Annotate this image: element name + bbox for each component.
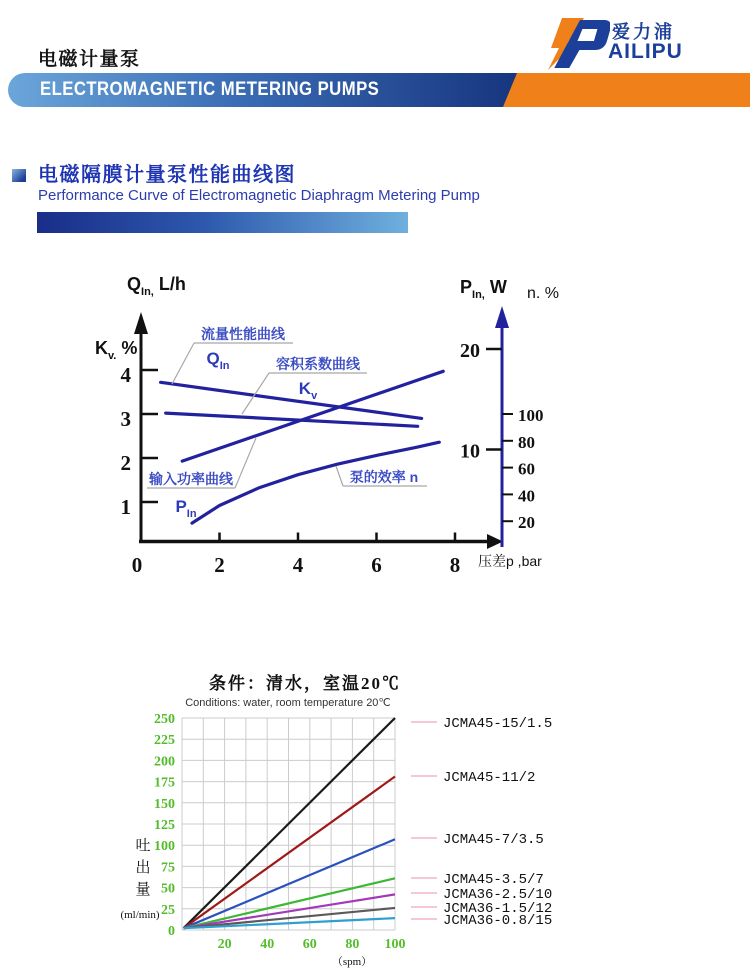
flow-axis-label: $Q_{In,}$ L/h — [127, 274, 186, 298]
x-tick-label: 2 — [214, 553, 225, 577]
p-tick-label: 10 — [460, 440, 480, 463]
curve-symbol-0: $Q_{In}$ — [206, 349, 230, 372]
section-title: 电磁隔膜计量泵性能曲线图 — [38, 164, 296, 186]
curve-0 — [161, 382, 422, 418]
x-tick-label: 60 — [302, 937, 317, 952]
logo-latin-text: AILIPU — [608, 40, 683, 63]
legend-label-5: JCMA36-1.5/12 — [443, 901, 553, 917]
curve-label-2: 输入功率曲线 — [149, 471, 233, 487]
page-title: 电磁计量泵 — [38, 49, 141, 70]
y-tick-label: 250 — [154, 712, 175, 727]
callout-leader — [336, 466, 343, 486]
legend-label-2: JCMA45-7/3.5 — [443, 832, 544, 848]
legend-label-6: JCMA36-0.8/15 — [443, 913, 553, 929]
efficiency-axis-label: n. % — [527, 285, 560, 302]
y-tick-label: 3 — [120, 407, 131, 431]
p-tick-label: 20 — [460, 340, 480, 362]
n-tick-label: 20 — [518, 513, 535, 533]
y-axis-title: 量 — [135, 882, 151, 898]
y-axis-unit: (ml/min) — [120, 909, 160, 921]
conditions-title: 条件：清水，室温20℃ — [209, 674, 401, 693]
gradient-divider — [37, 212, 408, 233]
logo-chinese-text: 爱力浦 — [612, 22, 675, 42]
n-tick-label: 100 — [518, 406, 544, 425]
x-tick-label: 100 — [384, 937, 406, 952]
right-axis-arrow — [495, 306, 509, 328]
curve-symbol-2: $P_{In}$ — [175, 497, 197, 520]
flow-rate-chart — [0, 660, 750, 978]
y-tick-label: 125 — [154, 818, 175, 833]
y-tick-label: 175 — [154, 775, 175, 791]
x-axis-unit: （spm） — [331, 956, 373, 968]
y-tick-label: 50 — [161, 881, 175, 897]
y-tick-label: 225 — [154, 733, 175, 749]
y-tick-label: 0 — [168, 924, 175, 939]
x-tick-label: 0 — [131, 553, 143, 577]
callout-leader — [172, 343, 194, 384]
y-axis-arrow — [134, 312, 148, 334]
curve-label-1: 容积系数曲线 — [276, 356, 360, 372]
curve-label-0: 流量性能曲线 — [201, 326, 285, 342]
section-subtitle: Performance Curve of Electromagnetic Diaphragm Metering Pump — [38, 187, 480, 204]
y-axis-title: 吐 — [135, 838, 151, 854]
x-axis-title: 压差p ,bar — [478, 553, 542, 569]
curve-label-3: 泵的效率 n — [349, 469, 419, 485]
x-tick-label: 6 — [371, 553, 382, 577]
legend-label-4: JCMA36-2.5/10 — [443, 887, 553, 903]
banner-orange-stripe — [495, 73, 750, 107]
x-tick-label: 8 — [449, 553, 461, 577]
legend-label-1: JCMA45-11/2 — [443, 770, 536, 786]
banner — [8, 73, 750, 107]
legend-label-0: JCMA45-15/1.5 — [443, 716, 553, 732]
n-tick-label: 40 — [518, 486, 535, 506]
y-tick-label: 75 — [161, 860, 175, 876]
n-tick-label: 60 — [518, 459, 535, 479]
x-tick-label: 20 — [217, 937, 232, 952]
n-tick-label: 80 — [518, 432, 535, 452]
banner-title: ELECTROMAGNETIC METERING PUMPS — [40, 79, 380, 100]
y-tick-label: 200 — [154, 754, 175, 770]
ailipu-logo-mark-icon — [538, 16, 610, 74]
performance-curve-chart — [0, 260, 750, 595]
y-tick-label: 25 — [161, 902, 175, 918]
conditions-subtitle: Conditions: water, room temperature 20℃ — [185, 697, 391, 709]
x-tick-label: 4 — [292, 553, 304, 577]
y-tick-label: 100 — [154, 839, 175, 855]
section-bullet-icon — [12, 169, 26, 182]
y-tick-label: 2 — [120, 451, 131, 475]
y-tick-label: 4 — [120, 363, 131, 387]
kv-axis-label: $K_{v.}$ % — [95, 338, 138, 362]
x-tick-label: 40 — [260, 937, 275, 952]
callout-leader — [235, 438, 256, 488]
x-tick-label: 80 — [345, 937, 360, 952]
y-tick-label: 1 — [120, 495, 131, 519]
y-tick-label: 150 — [154, 796, 175, 812]
legend-label-3: JCMA45-3.5/7 — [443, 872, 544, 888]
curve-symbol-1: $K_v$ — [298, 379, 318, 402]
y-axis-title: 出 — [135, 860, 151, 876]
power-axis-label: $P_{In,}$ W — [460, 277, 507, 301]
series-line-0 — [184, 718, 396, 928]
